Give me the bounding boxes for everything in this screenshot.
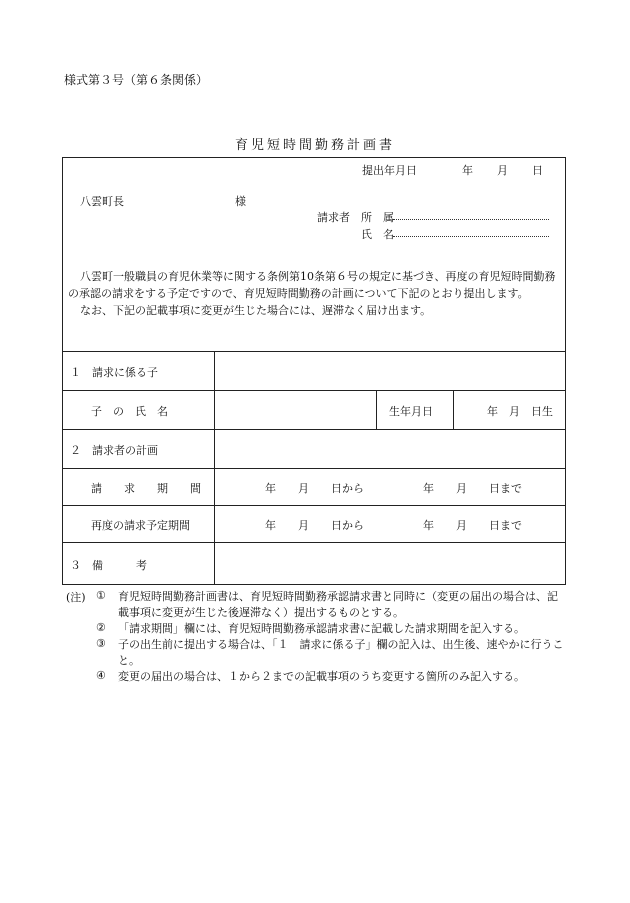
child-name-label: 子 の 氏 名 xyxy=(91,405,168,418)
divider-row-3 xyxy=(62,468,566,469)
note-marker-1: ① xyxy=(96,589,106,602)
affiliation-label: 所 属 xyxy=(361,211,394,224)
column-divider-birth-left xyxy=(376,390,377,429)
document-title: 育児短時間勤務計画書 xyxy=(234,138,395,153)
requester-label: 請求者 xyxy=(317,211,350,224)
note-text-3: 子の出生前に提出する場合は、「１ 請求に係る子」欄の記入は、出生後、速やかに行うこと。 xyxy=(118,638,564,667)
divider-row-1 xyxy=(62,390,566,391)
birth-date-label: 生年月日 xyxy=(389,405,433,418)
section-child-heading: １ 請求に係る子 xyxy=(70,366,158,379)
birth-date-value: 年 月 日生 xyxy=(487,405,553,418)
name-field[interactable] xyxy=(393,226,549,240)
section-remarks-heading: ３ 備 考 xyxy=(70,559,147,572)
submission-year: 年 xyxy=(462,164,473,177)
form-number: 様式第３号（第６条関係） xyxy=(64,73,209,87)
divider-row-2 xyxy=(62,429,566,430)
re-request-period-from: 年 月 日から xyxy=(265,519,364,532)
notes-prefix: (注) xyxy=(66,591,86,604)
column-divider-main xyxy=(214,351,215,585)
affiliation-field[interactable] xyxy=(393,209,549,223)
request-period-to: 年 月 日まで xyxy=(423,482,522,495)
body-paragraph-1: 八雲町一般職員の育児休業等に関する条例第10条第６号の規定に基づき、再度の育児短時間勤務の承認の請求をする予定ですので、育児短時間勤務の計画について下記のとおり提出します。 xyxy=(68,270,556,300)
note-marker-2: ② xyxy=(96,621,106,634)
request-period-label: 請 求 期 間 xyxy=(91,482,201,495)
re-request-period-to: 年 月 日まで xyxy=(423,519,522,532)
note-text-4: 変更の届出の場合は、１から２までの記載事項のうち変更する箇所のみ記入する。 xyxy=(118,670,525,683)
divider-row-5 xyxy=(62,542,566,543)
section-plan-heading: ２ 請求者の計画 xyxy=(70,444,158,457)
divider-row-4 xyxy=(62,505,566,506)
note-marker-4: ④ xyxy=(96,669,106,682)
note-text-2: 「請求期間」欄には、育児短時間勤務承認請求書に記載した請求期間を記入する。 xyxy=(118,622,525,635)
addressee-honorific: 様 xyxy=(235,195,246,208)
addressee-name: 八雲町長 xyxy=(80,195,124,208)
submission-date-label: 提出年月日 xyxy=(362,164,417,177)
body-paragraph-2: なお、下記の記載事項に変更が生じた場合には、遅滞なく届け出ます。 xyxy=(80,304,432,317)
name-label: 氏 名 xyxy=(361,228,394,241)
column-divider-birth-right xyxy=(453,390,454,429)
divider-header xyxy=(62,351,566,352)
note-marker-3: ③ xyxy=(96,637,106,650)
submission-day: 日 xyxy=(532,164,543,177)
note-text-1: 育児短時間勤務計画書は、育児短時間勤務承認請求書と同時に（変更の届出の場合は、記載事項に変更が生じた後遅滞なく）提出するものとする。 xyxy=(118,590,558,619)
re-request-period-label: 再度の請求予定期間 xyxy=(91,519,190,532)
submission-month: 月 xyxy=(497,164,508,177)
request-period-from: 年 月 日から xyxy=(265,482,364,495)
